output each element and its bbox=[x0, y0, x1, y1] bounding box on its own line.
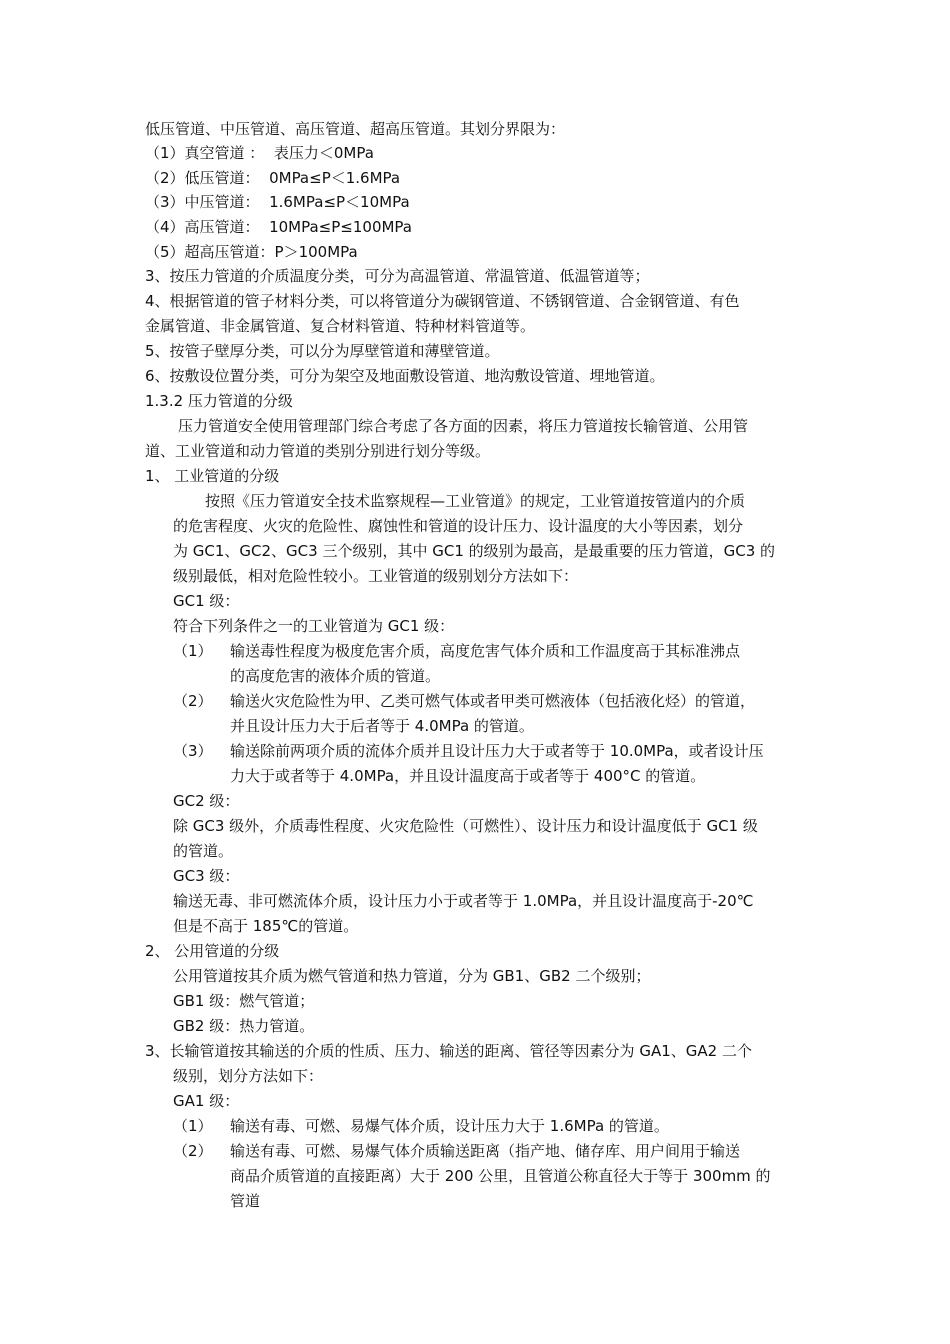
list-item-text: 管道 bbox=[230, 1192, 261, 1210]
list-item-text: 输送毒性程度为极度危害介质，高度危害气体介质和工作温度高于其标准沸点 bbox=[230, 642, 741, 660]
body-line: 的管道。 bbox=[173, 842, 234, 860]
list-item-text: 并且设计压力大于后者等于 4.0MPa 的管道。 bbox=[230, 717, 534, 735]
list-item-text: 输送有毒、可燃、易爆气体介质，设计压力大于 1.6MPa 的管道。 bbox=[230, 1117, 669, 1135]
body-line: 按照《压力管道安全技术监察规程—工业管道》的规定，工业管道按管道内的介质 bbox=[205, 492, 746, 510]
body-line: 压力管道安全使用管理部门综合考虑了各方面的因素，将压力管道按长输管道、公用管 bbox=[178, 417, 749, 435]
grade-label: GC1 级： bbox=[173, 592, 240, 610]
list-number: （3） bbox=[173, 742, 213, 760]
grade-label: GB1 级：燃气管道； bbox=[173, 992, 315, 1010]
body-line: （4）高压管道： 10MPa≤P≤100MPa bbox=[145, 218, 412, 236]
body-line: 除 GC3 级外，介质毒性程度、火灾危险性（可燃性）、设计压力和设计温度低于 GC1 级 bbox=[173, 817, 758, 835]
list-number: （2） bbox=[173, 1142, 213, 1160]
grade-label: GB2 级：热力管道。 bbox=[173, 1017, 315, 1035]
body-line: 4、根据管道的管子材料分类，可以将管道分为碳钢管道、不锈钢管道、合金钢管道、有色 bbox=[145, 292, 740, 310]
grade-label: GC3 级： bbox=[173, 867, 240, 885]
list-number: （1） bbox=[173, 1117, 213, 1135]
body-line: （5）超高压管道：P＞100MPa bbox=[145, 243, 358, 261]
body-line: （1）真空管道 ： 表压力＜0MPa bbox=[145, 144, 374, 162]
list-item-text: 的高度危害的液体介质的管道。 bbox=[230, 667, 441, 685]
body-line: 公用管道按其介质为燃气管道和热力管道，分为 GB1、GB2 二个级别； bbox=[173, 967, 651, 985]
body-line: （2）低压管道： 0MPa≤P＜1.6MPa bbox=[145, 169, 401, 187]
body-line: 低压管道、中压管道、高压管道、超高压管道。其划分界限为： bbox=[145, 120, 566, 138]
body-line: 级别最低，相对危险性较小。工业管道的级别划分方法如下： bbox=[173, 567, 579, 585]
section-heading: 1.3.2 压力管道的分级 bbox=[145, 392, 293, 410]
list-item-text: 输送除前两项介质的流体介质并且设计压力大于或者等于 10.0MPa，或者设计压 bbox=[230, 742, 764, 760]
list-item-text: 商品介质管道的直接距离）大于 200 公里，且管道公称直径大于等于 300mm 的 bbox=[230, 1167, 771, 1185]
body-line: （3）中压管道： 1.6MPa≤P＜10MPa bbox=[145, 193, 410, 211]
body-line: 3、按压力管道的介质温度分类，可分为高温管道、常温管道、低温管道等； bbox=[145, 267, 650, 285]
list-number: （2） bbox=[173, 692, 213, 710]
list-number: （1） bbox=[173, 642, 213, 660]
body-line: 为 GC1、GC2、GC3 三个级别，其中 GC1 的级别为最高，是最重要的压力管道，GC3 的 bbox=[173, 542, 776, 560]
subsection-heading: 1、 工业管道的分级 bbox=[145, 467, 280, 485]
list-item-text: 输送有毒、可燃、易爆气体介质输送距离（指产地、储存库、用户间用于输送 bbox=[230, 1142, 741, 1160]
body-line: 但是不高于 185℃的管道。 bbox=[173, 917, 359, 935]
grade-label: GA1 级： bbox=[173, 1092, 240, 1110]
body-line: 6、按敷设位置分类，可分为架空及地面敷设管道、地沟敷设管道、埋地管道。 bbox=[145, 367, 665, 385]
list-item-text: 力大于或者等于 4.0MPa，并且设计温度高于或者等于 400°C 的管道。 bbox=[230, 767, 706, 785]
body-line: 的危害程度、火灾的危险性、腐蚀性和管道的设计压力、设计温度的大小等因素，划分 bbox=[173, 517, 744, 535]
subsection-heading: 2、 公用管道的分级 bbox=[145, 942, 280, 960]
body-line: 金属管道、非金属管道、复合材料管道、特种材料管道等。 bbox=[145, 317, 536, 335]
body-line: 符合下列条件之一的工业管道为 GC1 级： bbox=[173, 617, 455, 635]
body-line: 级别，划分方法如下： bbox=[173, 1067, 324, 1085]
list-item-text: 输送火灾危险性为甲、乙类可燃气体或者甲类可燃液体（包括液化烃）的管道， bbox=[230, 692, 756, 710]
body-line: 输送无毒、非可燃流体介质，设计压力小于或者等于 1.0MPa，并且设计温度高于-20℃ bbox=[173, 892, 754, 910]
body-line: 3、长输管道按其输送的介质的性质、压力、输送的距离、管径等因素分为 GA1、GA2 二个 bbox=[145, 1042, 752, 1060]
body-line: 5、按管子壁厚分类，可以分为厚壁管道和薄壁管道。 bbox=[145, 342, 500, 360]
grade-label: GC2 级： bbox=[173, 792, 240, 810]
body-line: 道、工业管道和动力管道的类别分别进行划分等级。 bbox=[145, 442, 491, 460]
